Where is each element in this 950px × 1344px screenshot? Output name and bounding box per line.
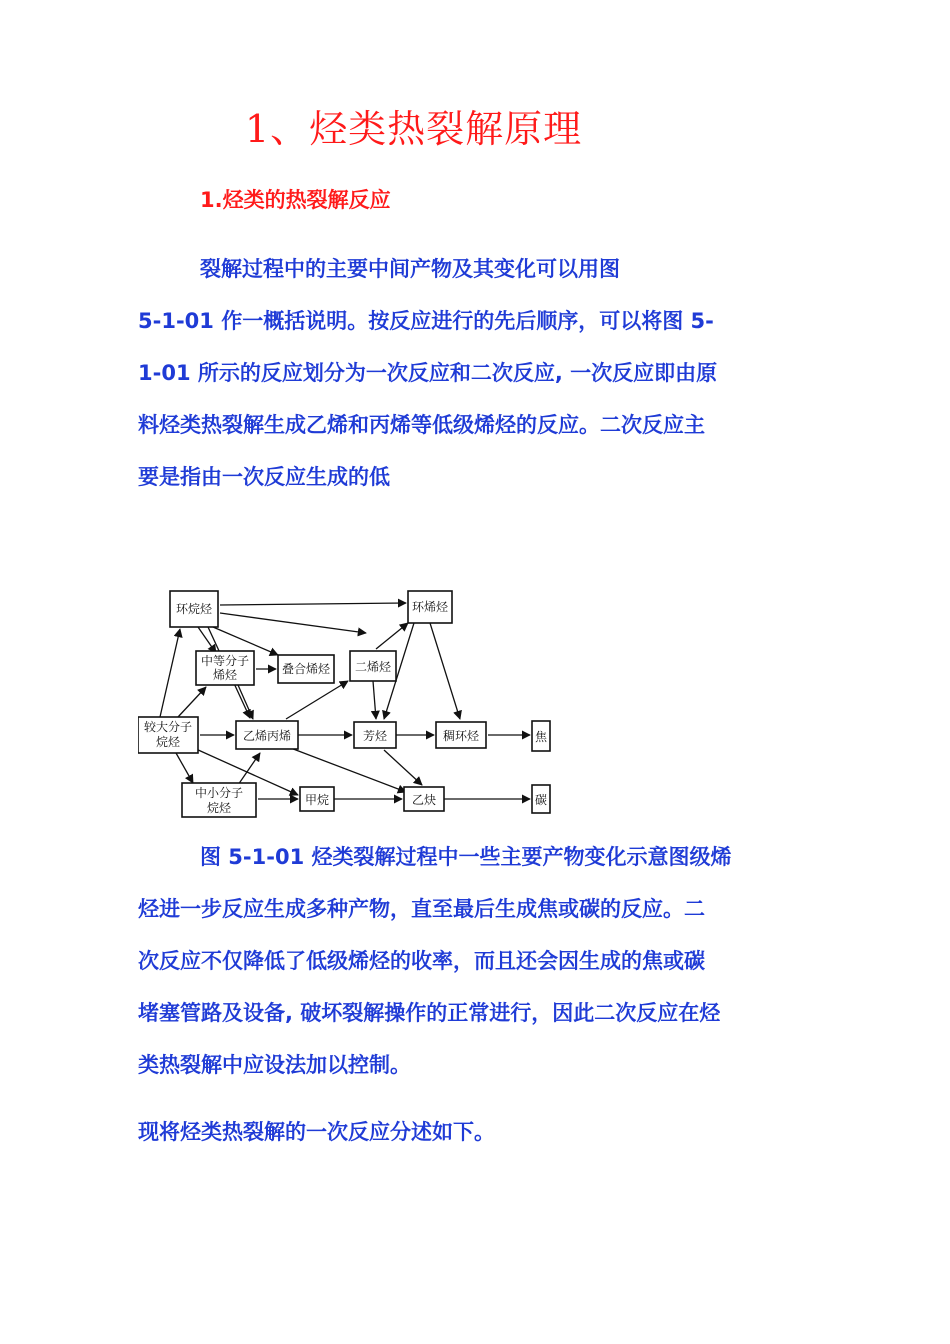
paragraph-line: 现将烃类热裂解的一次反应分述如下。 [138,1120,495,1144]
paragraph-line: 堵塞管路及设备, 破坏裂解操作的正常进行，因此二次反应在烃 [138,1001,721,1025]
paragraph-line: 裂解过程中的主要中间产物及其变化可以用图 [200,257,620,281]
node-aromatics: 芳烃 [362,729,388,743]
paragraph-figure-caption [138,831,818,1091]
section-heading: 1.烃类的热裂解反应 [200,188,391,212]
node-condensed-olefin: 叠合烯烃 [281,662,331,676]
paragraph-line: 次反应不仅降低了低级烯烃的收率，而且还会因生成的焦或碳 [138,949,705,973]
node-small-alkane-line2: 烷烃 [206,801,232,815]
node-mid-olefin-line1: 中等分子 [200,654,250,668]
node-acetylene: 乙炔 [411,793,437,807]
reaction-flow-diagram [138,585,558,820]
paragraph-line: 1-01 所示的反应划分为一次反应和二次反应, 一次反应即由原 [138,361,718,385]
node-methane: 甲烷 [304,793,330,807]
node-diene: 二烯烃 [354,660,392,674]
paragraph-line: 料烃类热裂解生成乙烯和丙烯等低级烯烃的反应。二次反应主 [138,413,705,437]
node-coke: 焦 [534,730,548,744]
paragraph-closing [138,1106,818,1158]
paragraph-line: 图 5-1-01 烃类裂解过程中一些主要产物变化示意图级烯 [200,845,732,869]
node-mid-olefin-line2: 烯烃 [212,668,238,682]
page-title: 1、烃类热裂解原理 [245,107,583,151]
node-cycloalkene: 环烯烃 [411,600,449,614]
paragraph-line: 类热裂解中应设法加以控制。 [138,1053,411,1077]
flow-nodes [138,591,550,817]
paragraph-line: 烃进一步反应生成多种产物，直至最后生成焦或碳的反应。二 [138,897,705,921]
paragraph-line: 5-1-01 作一概括说明。按反应进行的先后顺序，可以将图 5- [138,309,714,333]
paragraph-intro [138,243,818,503]
node-cycloalkane: 环烷烃 [175,602,213,616]
node-large-alkane-line1: 较大分子 [143,720,193,734]
flow-arrows [160,603,530,799]
node-large-alkane-line2: 烷烃 [155,735,181,749]
node-ethylene-propylene: 乙烯丙烯 [242,729,292,743]
node-fused-ring: 稠环烃 [442,729,480,743]
node-carbon: 碳 [534,793,548,807]
node-small-alkane-line1: 中小分子 [194,786,244,800]
paragraph-line: 要是指由一次反应生成的低 [138,465,390,489]
